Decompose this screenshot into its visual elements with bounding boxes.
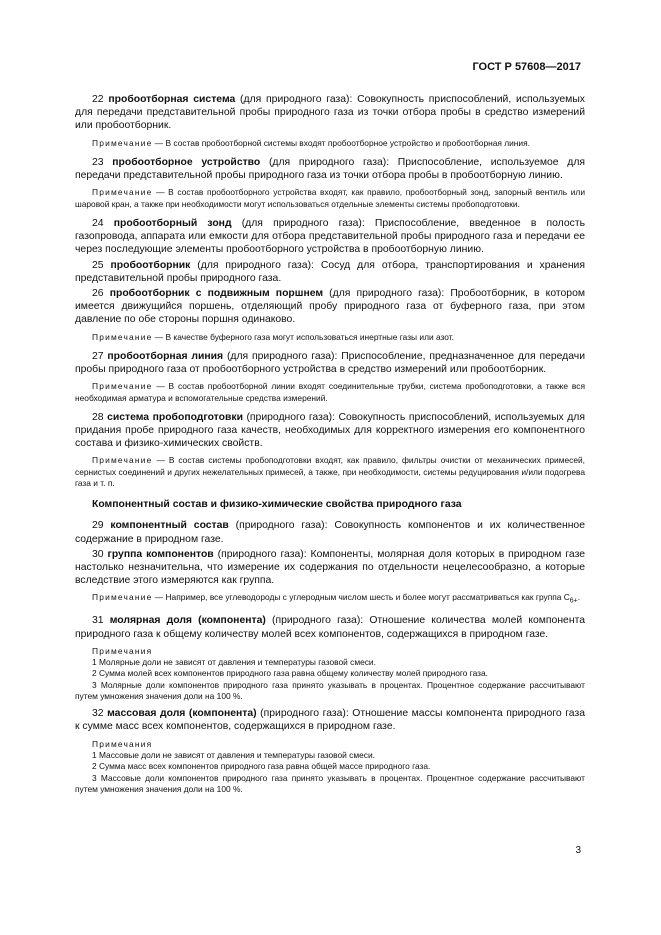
term-number: 23 <box>92 156 104 168</box>
term-entry <box>75 156 585 182</box>
term-name: молярная доля (компонента) <box>109 615 266 627</box>
note-text: — В состав пробоотборной системы входят пробоотборное устройство и пробоотборная линия. <box>152 137 530 148</box>
term-number: 32 <box>92 708 104 720</box>
term-number: 22 <box>92 94 104 105</box>
term-definition: (природного газа): Отношение количества молей компонента природного газа к общему количеству молей всех компонентов, содержащихся в природном газе. <box>75 615 585 640</box>
note-item: 2 Сумма молей всех компонентов природного газа равна общему количеству молей природного газа. <box>92 668 489 679</box>
document-body <box>75 93 585 795</box>
term-number: 28 <box>92 411 104 423</box>
term-number: 26 <box>92 287 104 299</box>
term-name: пробоотборник с подвижным поршнем <box>109 287 324 299</box>
term-name: пробоотборный зонд <box>113 217 232 229</box>
term-entry <box>75 93 585 133</box>
term-definition: (природного газа): Совокупность приспособлений, используемых для придания пробе природного газа качеств, необходимых для корректного измерения его компонентного состава и физико-химических свойств. <box>75 411 585 450</box>
note <box>75 592 585 607</box>
note <box>75 332 585 343</box>
note-text: — В качестве буферного газа могут использоваться инертные газы или азот. <box>152 331 454 342</box>
note <box>75 187 585 210</box>
term-number: 31 <box>92 615 104 627</box>
note-item: 1 Массовые доли не зависят от давления и температуры газовой смеси. <box>92 749 375 760</box>
note-item: 1 Молярные доли не зависят от давления и температуры газовой смеси. <box>92 657 376 668</box>
term-entry <box>75 614 585 640</box>
notes-heading: Примечания <box>92 738 153 749</box>
note-subscript: 6+ <box>569 598 578 606</box>
term-number: 24 <box>92 217 104 229</box>
term-definition: (для природного газа): Приспособление, введенное в полость газопровода, аппарата или емкости для отбора представительной пробы природного газа и передачи ее через последующие элементы пробоотборного устройства в пробоотборную линию. <box>75 217 586 256</box>
section-heading: Компонентный состав и физико-химические свойства природного газа <box>92 499 462 511</box>
note-item: 3 Молярные доли компонентов природного газа принято указывать в процентах. Процентное содержание рассчитывают путем умножения значения доли на 100 %. <box>75 679 585 701</box>
term-definition: (природного газа): Отношение массы компонента природного газа к сумме масс всех компонентов, содержащихся в природном газе. <box>75 708 585 733</box>
term-name: группа компонентов <box>107 548 214 560</box>
term-definition: (для природного газа): Приспособление, предназначенное для передачи пробы природного газа от пробоотборного устройства в средство измерений или пробоотборник. <box>75 350 586 376</box>
note <box>75 381 585 404</box>
note-label: Примечание <box>92 331 153 342</box>
term-definition: (для природного газа): Приспособление, используемое для передачи представительной пробы природного газа из точки отбора пробы в пробоотборную линию. <box>75 156 586 182</box>
note-item: 3 Массовые доли компонентов природного газа принято указывать в процентах. Процентное содержание рассчитывают путем умножения значения доли на 100 %. <box>75 772 585 794</box>
term-definition: (природного газа): Компоненты, молярная доля которых в природном газе настолько незначительна, что измерение их содержания по отдельности нецелесообразно, а которые вследствие этого измеряются как группа. <box>75 548 585 587</box>
note-label: Примечание <box>92 592 153 603</box>
term-number: 27 <box>92 350 104 362</box>
note-label: Примечание <box>92 455 153 466</box>
term-entry <box>75 287 585 327</box>
note-item: 2 Сумма масс всех компонентов природного газа равна общей массе природного газа. <box>92 761 431 772</box>
standard-designation: ГОСТ Р 57608—2017 <box>472 61 581 73</box>
note-label: Примечание <box>92 187 153 198</box>
term-entry <box>75 350 585 376</box>
term-number: 30 <box>92 548 104 560</box>
term-entry <box>75 259 585 285</box>
term-entry <box>75 217 585 257</box>
notes-heading: Примечания <box>92 645 153 656</box>
term-name: пробоотборник <box>110 259 191 271</box>
term-name: пробоотборная линия <box>107 350 224 362</box>
term-name: массовая доля (компонента) <box>107 708 257 720</box>
term-number: 25 <box>92 259 104 271</box>
term-entry <box>75 519 585 545</box>
term-definition: (для природного газа): Пробоотборник, в котором имеется движущийся поршень, отделяющий пробу природного газа от буферного газа, при этом давление по обе стороны поршня одинаково. <box>75 287 586 326</box>
note-text: — В состав пробоотборного устройства входят, как правило, пробоотборный зонд, запорный вентиль или шаровой кран, а также при необходимости могут использоваться отдельные элементы системы пробоподготовки. <box>75 187 585 209</box>
note-label: Примечание <box>92 137 153 148</box>
term-name: система пробоподготовки <box>107 411 243 423</box>
term-entry <box>75 548 585 588</box>
term-definition: (для природного газа): Совокупность приспособлений, используемых для передачи представительной пробы природного газа из точки отбора пробы в средство измерений или пробоотборник. <box>75 94 585 132</box>
term-name: компонентный состав <box>110 520 229 532</box>
note-text: — В состав пробоотборной линии входят соединительные трубки, система пробоподготовки, а также вся необходимая арматура и вспомогательные средства измерений. <box>75 381 585 403</box>
note-label: Примечание <box>92 381 153 392</box>
term-name: пробоотборная система <box>108 94 236 105</box>
note-end: . <box>577 592 581 603</box>
note <box>75 455 585 489</box>
page-number: 3 <box>575 845 581 856</box>
note-text: — Например, все углеводороды с углеродным числом шесть и более могут рассматриваться как группа C <box>152 592 570 603</box>
term-definition: (для природного газа): Сосуд для отбора, транспортирования и хранения представительной пробы природного газа. <box>75 259 585 284</box>
term-entry <box>75 411 585 451</box>
term-entry <box>75 707 585 733</box>
note-text: — В состав системы пробоподготовки входят, как правило, фильтры очистки от механических примесей, сернистых соединений и других нежелательных примесей, а также, при необходимости, системы редуцирования и/или подогрева газа и т. п. <box>75 455 585 489</box>
term-name: пробоотборное устройство <box>112 156 261 168</box>
term-definition: (природного газа): Совокупность компонентов и их количественное содержание в природном газе. <box>75 520 585 545</box>
term-number: 29 <box>92 520 104 532</box>
note <box>75 138 585 149</box>
